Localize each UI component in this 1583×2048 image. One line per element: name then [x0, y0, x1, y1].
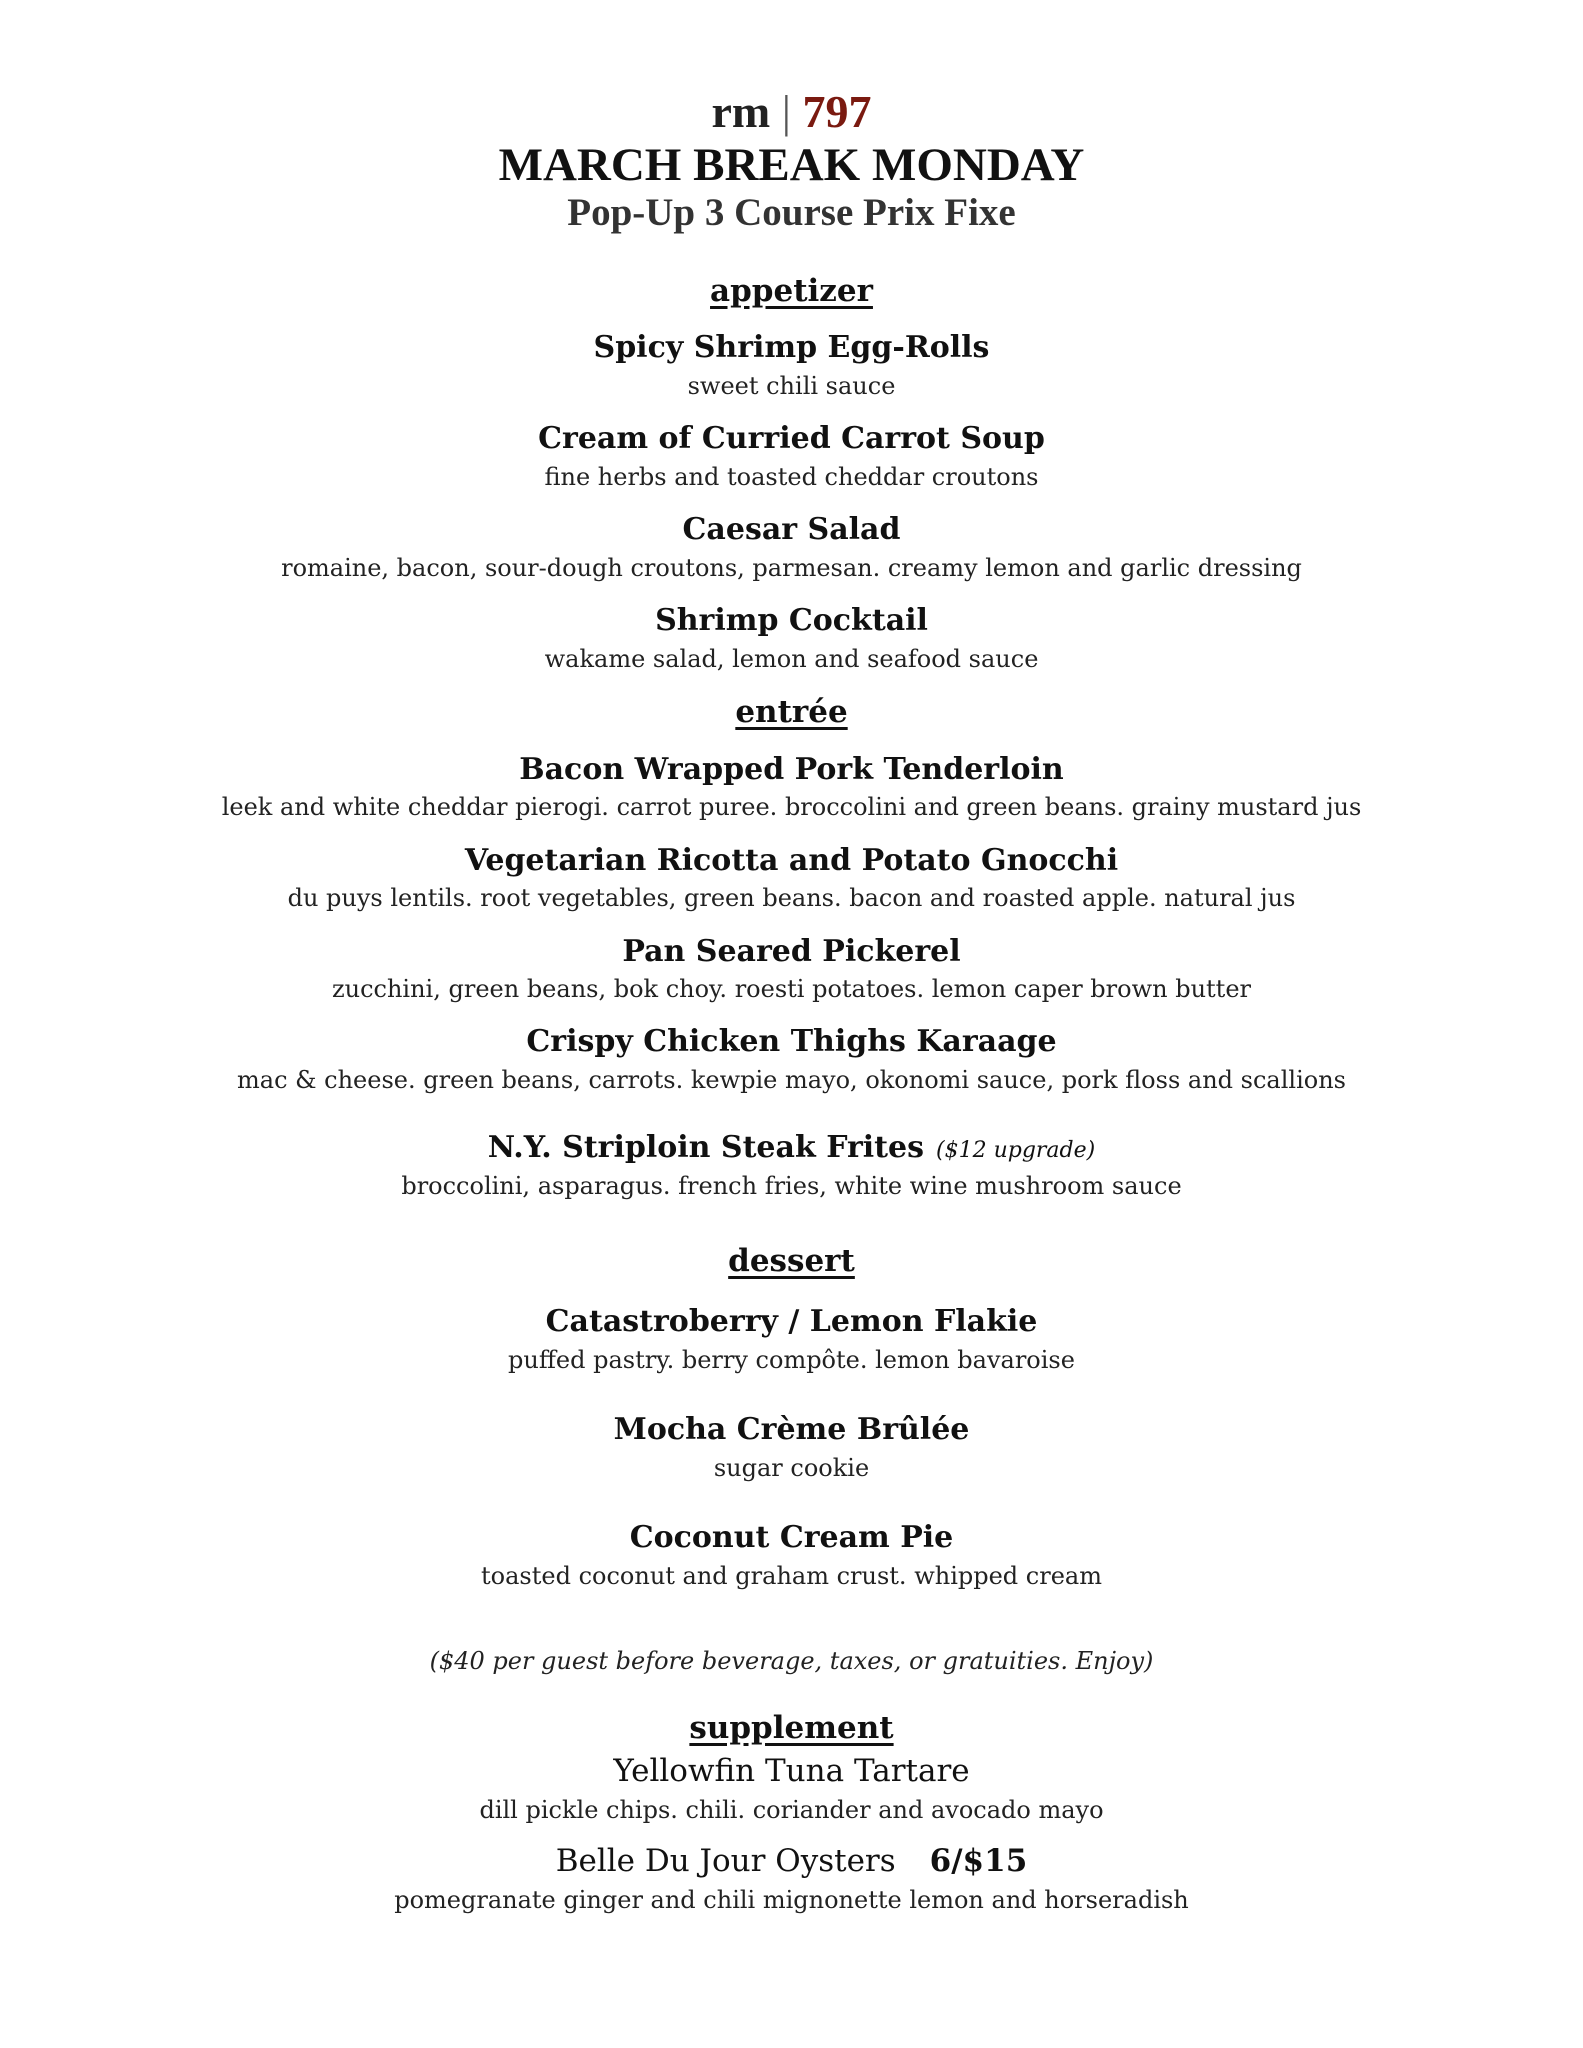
dish-description: sugar cookie	[713, 1454, 870, 1482]
menu-subtitle: Pop-Up 3 Course Prix Fixe	[567, 191, 1016, 234]
supplement-item-description: pomegranate ginger and chili mignonette lemon and horseradish	[394, 1886, 1189, 1914]
dish-name: Caesar Salad	[682, 512, 901, 547]
dish-name: N.Y. Striploin Steak Frites	[487, 1130, 924, 1165]
dish-description: mac & cheese. green beans, carrots. kewpie mayo, okonomi sauce, pork floss and scallions	[237, 1066, 1346, 1094]
supplement-item-name: Belle Du Jour Oysters	[555, 1843, 896, 1879]
dish-description: broccolini, asparagus. french fries, white wine mushroom sauce	[401, 1172, 1182, 1200]
section-heading-dessert: dessert	[728, 1243, 855, 1279]
restaurant-logo	[0, 86, 1583, 138]
dish-description: du puys lentils. root vegetables, green beans. bacon and roasted apple. natural jus	[287, 884, 1296, 912]
section-heading-appetizer: appetizer	[710, 273, 873, 309]
dish-description: romaine, bacon, sour-dough croutons, parmesan. creamy lemon and garlic dressing	[281, 554, 1302, 582]
supplement-item-name: Yellowfin Tuna Tartare	[613, 1753, 970, 1789]
dish-name: Mocha Crème Brûlée	[613, 1412, 970, 1447]
price-note: ($40 per guest before beverage, taxes, or gratuities. Enjoy)	[429, 1647, 1154, 1675]
dish-name: Coconut Cream Pie	[629, 1520, 954, 1555]
dish-name: Cream of Curried Carrot Soup	[538, 421, 1045, 456]
dish-description: fine herbs and toasted cheddar croutons	[544, 463, 1039, 491]
section-heading-entree: entrée	[735, 694, 848, 730]
dish-name-with-upgrade	[0, 1130, 1583, 1169]
dish-description: puffed pastry. berry compôte. lemon bavaroise	[508, 1346, 1075, 1374]
dish-name: Spicy Shrimp Egg-Rolls	[593, 330, 990, 365]
dish-name: Bacon Wrapped Pork Tenderloin	[519, 752, 1064, 787]
upgrade-note: ($12 upgrade)	[936, 1138, 1096, 1163]
logo-number: 797	[802, 86, 872, 137]
supplement-item-with-price	[0, 1842, 1583, 1880]
dish-name: Catastroberry / Lemon Flakie	[545, 1304, 1038, 1339]
dish-description: leek and white cheddar pierogi. carrot puree. broccolini and green beans. grainy mustard jus	[221, 793, 1362, 821]
dish-description: toasted coconut and graham crust. whipped cream	[481, 1562, 1102, 1590]
dish-name: Vegetarian Ricotta and Potato Gnocchi	[464, 843, 1119, 878]
dish-name: Pan Seared Pickerel	[622, 934, 961, 969]
menu-title: MARCH BREAK MONDAY	[498, 139, 1085, 191]
dish-description: wakame salad, lemon and seafood sauce	[544, 645, 1039, 673]
logo-separator: |	[781, 86, 791, 137]
supplement-item-description: dill pickle chips. chili. coriander and avocado mayo	[479, 1796, 1104, 1824]
logo-rm: rm	[711, 86, 771, 137]
dish-name: Shrimp Cocktail	[655, 603, 928, 638]
dish-description: sweet chili sauce	[687, 372, 896, 400]
dish-description: zucchini, green beans, bok choy. roesti potatoes. lemon caper brown butter	[331, 975, 1252, 1003]
section-heading-supplement: supplement	[689, 1710, 894, 1746]
dish-name: Crispy Chicken Thighs Karaage	[526, 1024, 1057, 1059]
supplement-price: 6/$15	[929, 1843, 1028, 1879]
